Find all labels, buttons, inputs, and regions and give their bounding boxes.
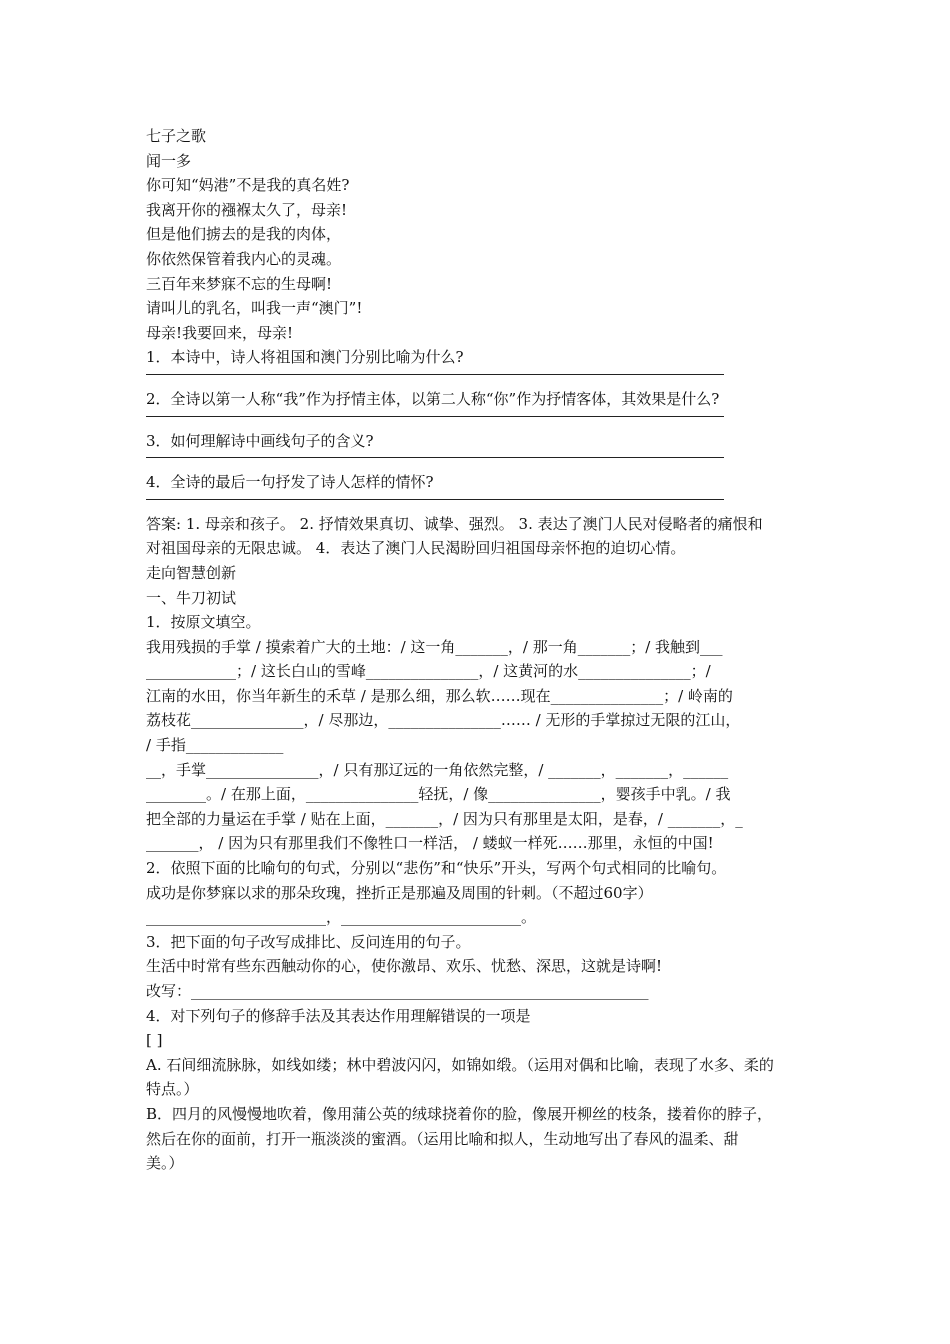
rewrite-question: 3．把下面的句子改写成排比、反问连用的句子。 xyxy=(146,932,471,951)
option-a-cont: 特点。） xyxy=(146,1080,199,1099)
poem-author: 闻一多 xyxy=(146,151,192,170)
fill-blank-line: 荔枝花_______________，/ 尽那边，_______________…… / 无形的手掌掠过无限的江山， xyxy=(146,711,741,730)
poem-line: 你依然保管着我内心的灵魂。 xyxy=(146,249,342,268)
poem-line: 但是他们掳去的是我的肉体， xyxy=(146,225,342,244)
fill-blank-line: / 手指_____________ xyxy=(146,736,284,755)
question-4: 4．全诗的最后一句抒发了诗人怎样的情怀? xyxy=(146,473,434,492)
poem-title: 七子之歌 xyxy=(146,127,207,145)
metaphor-example: 成功是你梦寐以求的那朵玫瑰，挫折正是那遍及周围的针刺。（不超过60字） xyxy=(146,883,653,902)
question-1: 1．本诗中，诗人将祖国和澳门分别比喻为什么? xyxy=(146,348,464,367)
answer-line xyxy=(146,374,724,375)
fill-blank-line: ____________；/ 这长白山的雪峰_______________，/ 这黄河的水_______________；/ xyxy=(146,662,711,681)
answer-line xyxy=(146,457,724,458)
fill-blank-line: __，手掌_______________，/ 只有那辽远的一角依然完整，/ _______，_______，______ xyxy=(146,760,729,779)
poem-line: 你可知“妈港”不是我的真名姓? xyxy=(146,176,350,195)
answer-text: 答案: 1. 母亲和孩子。 2. 抒情效果真切、诚挚、强烈。 3. 表达了澳门人民对侵略者的痛恨和 xyxy=(146,514,763,533)
option-b-cont: 然后在你的面前，打开一瓶淡淡的蜜酒。（运用比喻和拟人，生动地写出了春风的温柔、甜 xyxy=(146,1129,739,1148)
poem-line: 请叫儿的乳名，叫我一声“澳门”! xyxy=(146,299,363,318)
question-2: 2．全诗以第一人称“我”作为抒情主体，以第二人称“你”作为抒情客体，其效果是什么? xyxy=(146,389,720,408)
rhetoric-question: 4．对下列句子的修辞手法及其表达作用理解错误的一项是 xyxy=(146,1006,531,1025)
fill-blank-line: 江南的水田，你当年新生的禾草 / 是那么细，那么软……现在_______________；/ 岭南的 xyxy=(146,686,733,705)
fill-blank-line: 我用残损的手掌 / 摸索着广大的土地：/ 这一角_______，/ 那一角_______；/ 我触到___ xyxy=(146,637,723,656)
answer-line xyxy=(146,499,724,500)
section-subheading: 一、牛刀初试 xyxy=(146,588,237,607)
option-a: A. 石间细流脉脉，如线如缕；林中碧波闪闪，如锦如缎。（运用对偶和比喻，表现了水多、柔的 xyxy=(146,1055,774,1074)
poem-line: 三百年来梦寐不忘的生母啊! xyxy=(146,274,333,293)
rewrite-blank: 改写：_____________________________________________________________ xyxy=(146,982,649,1000)
section-heading: 走向智慧创新 xyxy=(146,563,237,582)
rewrite-sentence: 生活中时常有些东西触动你的心，使你激昂、欢乐、忧愁、深思，这就是诗啊! xyxy=(146,957,663,976)
option-b: B．四月的风慢慢地吹着，像用蒲公英的绒球挠着你的脸，像展开柳丝的枝条，搂着你的脖子， xyxy=(146,1104,773,1123)
answer-line xyxy=(146,416,724,417)
question-3: 3．如何理解诗中画线句子的含义? xyxy=(146,431,374,450)
document-page xyxy=(146,124,816,1176)
poem-line: 母亲!我要回来，母亲! xyxy=(146,323,294,342)
metaphor-blank: ________________________，________________________。 xyxy=(146,908,537,927)
fill-blank-line: _______， / 因为只有那里我们不像牲口一样活， / 蝼蚁一样死……那里，永恒的中国! xyxy=(146,834,714,853)
fill-blank-line: 把全部的力量运在手掌 / 贴在上面，_______，/ 因为只有那里是太阳，是春，/ _______，_ xyxy=(146,809,743,828)
answer-text: 对祖国母亲的无限忠诚。 4．表达了澳门人民渴盼回归祖国母亲怀抱的迫切心情。 xyxy=(146,539,686,558)
answer-bracket: [ ] xyxy=(146,1031,163,1050)
option-b-cont: 美。） xyxy=(146,1154,184,1173)
fill-blank-title: 1．按原文填空。 xyxy=(146,613,261,632)
poem-line: 我离开你的襁褓太久了，母亲! xyxy=(146,200,348,219)
metaphor-question: 2．依照下面的比喻句的句式，分别以“悲伤”和“快乐”开头，写两个句式相同的比喻句。 xyxy=(146,859,727,878)
fill-blank-line: ________。/ 在那上面，_______________轻抚，/ 像_______________，婴孩手中乳。/ 我 xyxy=(146,785,731,804)
